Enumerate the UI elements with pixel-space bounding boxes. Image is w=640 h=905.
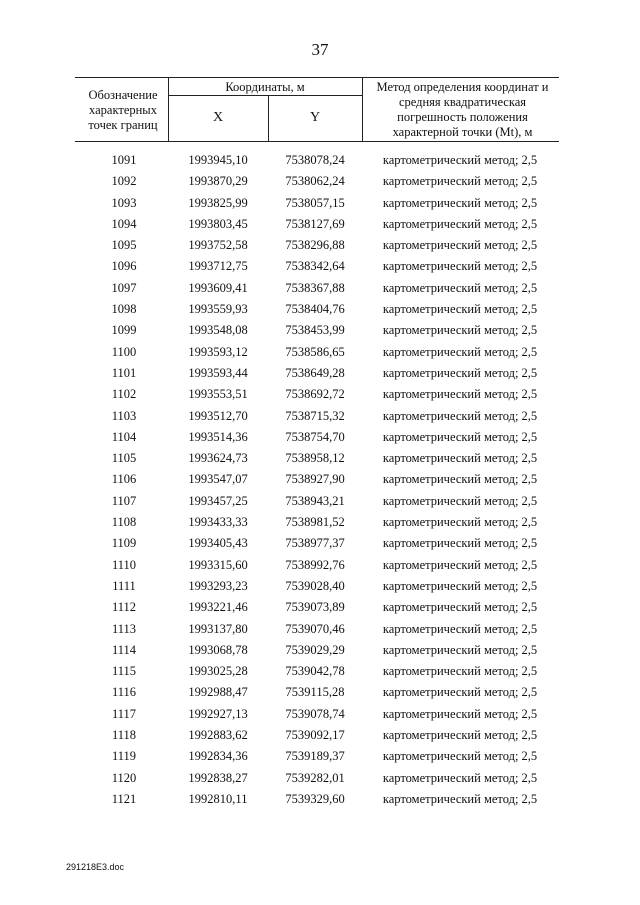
coord-y: 7538943,21	[285, 493, 345, 508]
coord-x: 1993624,73	[188, 451, 248, 466]
table-row	[0, 576, 640, 597]
table-row	[0, 278, 640, 299]
coord-x: 1993752,58	[188, 238, 248, 253]
coord-x: 1993514,36	[188, 429, 248, 444]
method-cell: картометрический метод; 2,5	[382, 323, 538, 338]
coord-y: 7538404,76	[285, 302, 345, 317]
point-number: 1096	[111, 259, 137, 274]
coord-x: 1993457,25	[188, 493, 248, 508]
point-number: 1110	[111, 557, 137, 572]
table-row	[0, 235, 640, 256]
point-number: 1111	[112, 578, 136, 593]
table-row	[0, 768, 640, 789]
coord-y: 7538062,24	[285, 174, 345, 189]
coord-y: 7539042,78	[285, 664, 345, 679]
header-bottom-rule	[75, 141, 559, 142]
table-row	[0, 193, 640, 214]
coord-x: 1993609,41	[188, 280, 248, 295]
method-cell: картометрический метод; 2,5	[382, 621, 538, 636]
method-cell: картометрический метод; 2,5	[382, 344, 538, 359]
method-cell: картометрический метод; 2,5	[382, 408, 538, 423]
method-cell: картометрический метод; 2,5	[382, 536, 538, 551]
coord-y: 7538342,64	[285, 259, 345, 274]
coord-x: 1993512,70	[188, 408, 248, 423]
method-cell: картометрический метод; 2,5	[382, 216, 538, 231]
table-row	[0, 384, 640, 405]
point-number: 1116	[111, 685, 137, 700]
coord-x: 1993945,10	[188, 153, 248, 167]
point-number: 1100	[111, 344, 137, 359]
point-number: 1115	[111, 664, 137, 679]
table-row	[0, 789, 640, 810]
method-cell: картометрический метод; 2,5	[382, 493, 538, 508]
header-y: Y	[309, 110, 321, 125]
method-cell: картометрический метод; 2,5	[382, 472, 538, 487]
table-row	[0, 682, 640, 703]
method-cell: картометрический метод; 2,5	[382, 706, 538, 721]
page-number: 37	[311, 40, 329, 59]
coord-y: 7539078,74	[285, 706, 345, 721]
point-number: 1108	[111, 515, 137, 530]
coord-y: 7539070,46	[285, 621, 345, 636]
method-cell: картометрический метод; 2,5	[382, 195, 538, 210]
table-row	[0, 597, 640, 618]
method-cell: картометрический метод; 2,5	[382, 429, 538, 444]
coord-x: 1993068,78	[188, 642, 248, 657]
coord-y: 7538057,15	[285, 195, 345, 210]
footer-filename: 291218E3.doc	[66, 862, 125, 872]
coord-y: 7538977,37	[285, 536, 345, 551]
coord-x: 1993593,44	[188, 365, 248, 380]
point-number: 1102	[111, 387, 137, 402]
coord-x: 1992834,36	[188, 749, 248, 764]
table-row	[0, 256, 640, 277]
method-cell: картометрический метод; 2,5	[382, 600, 538, 615]
table-row	[0, 661, 640, 682]
point-number: 1101	[111, 365, 137, 380]
header-designation: Обозначение характерных точек границ	[88, 88, 158, 132]
point-number: 1119	[111, 749, 137, 764]
coord-x: 1993559,93	[188, 302, 248, 317]
coord-x: 1993293,23	[188, 578, 248, 593]
coord-x: 1992988,47	[188, 685, 248, 700]
method-cell: картометрический метод; 2,5	[382, 791, 538, 806]
coord-y: 7538958,12	[285, 451, 345, 466]
coord-y: 7538981,52	[285, 515, 345, 530]
table-row	[0, 533, 640, 554]
method-cell: картометрический метод; 2,5	[382, 557, 538, 572]
point-number: 1118	[111, 728, 137, 743]
coord-y: 7538715,32	[285, 408, 345, 423]
coord-x: 1993405,43	[188, 536, 248, 551]
method-cell: картометрический метод; 2,5	[382, 451, 538, 466]
table-row	[0, 491, 640, 512]
method-cell: картометрический метод; 2,5	[382, 259, 538, 274]
table-row	[0, 704, 640, 725]
coord-y: 7538692,72	[285, 387, 345, 402]
point-number: 1109	[111, 536, 137, 551]
coord-y: 7539189,37	[285, 749, 345, 764]
method-cell: картометрический метод; 2,5	[382, 749, 538, 764]
point-number: 1097	[111, 280, 137, 295]
coord-y: 7539282,01	[285, 770, 345, 785]
coord-x: 1993137,80	[188, 621, 248, 636]
table-row	[0, 214, 640, 235]
point-number: 1107	[111, 493, 137, 508]
method-cell: картометрический метод; 2,5	[382, 387, 538, 402]
method-cell: картометрический метод; 2,5	[382, 664, 538, 679]
table-row	[0, 725, 640, 746]
point-number: 1104	[111, 429, 137, 444]
method-cell: картометрический метод; 2,5	[382, 238, 538, 253]
coord-y: 7538367,88	[285, 280, 345, 295]
table-row	[0, 640, 640, 661]
point-number: 1120	[111, 770, 137, 785]
method-cell: картометрический метод; 2,5	[382, 578, 538, 593]
header-method: Метод определения координат и средняя квадратическая погрешность положения характерной точки (Mt), м	[376, 80, 549, 139]
coord-x: 1993315,60	[188, 557, 248, 572]
coord-y: 7539115,28	[285, 685, 345, 700]
point-number: 1106	[111, 472, 137, 487]
method-cell: картометрический метод; 2,5	[382, 515, 538, 530]
method-cell: картометрический метод; 2,5	[382, 174, 538, 189]
coord-y: 7539329,60	[285, 791, 345, 806]
coord-x: 1993025,28	[188, 664, 248, 679]
coord-y: 7539029,29	[285, 642, 345, 657]
coord-y: 7538992,76	[285, 557, 345, 572]
coord-x: 1993825,99	[188, 195, 248, 210]
coord-y: 7538927,90	[285, 472, 345, 487]
method-cell: картометрический метод; 2,5	[382, 770, 538, 785]
table-row	[0, 150, 640, 171]
coord-y: 7539092,17	[285, 728, 345, 743]
coord-y: 7539028,40	[285, 578, 345, 593]
point-number: 1091	[111, 153, 137, 167]
table-row	[0, 299, 640, 320]
method-cell: картометрический метод; 2,5	[382, 728, 538, 743]
method-cell: картометрический метод; 2,5	[382, 280, 538, 295]
point-number: 1112	[111, 600, 137, 615]
point-number: 1103	[111, 408, 137, 423]
coord-x: 1993433,33	[188, 515, 248, 530]
coord-x: 1992810,11	[188, 791, 248, 806]
table-row	[0, 448, 640, 469]
coord-x: 1993221,46	[188, 600, 248, 615]
point-number: 1113	[111, 621, 137, 636]
point-number: 1092	[111, 174, 137, 189]
point-number: 1114	[111, 642, 137, 657]
point-number: 1095	[111, 238, 137, 253]
table-row	[0, 320, 640, 341]
coord-x: 1993548,08	[188, 323, 248, 338]
coord-y: 7538296,88	[285, 238, 345, 253]
header-top-rule	[75, 77, 559, 78]
table-row	[0, 171, 640, 192]
table-row	[0, 469, 640, 490]
coord-y: 7538453,99	[285, 323, 345, 338]
header-coordinates: Координаты, м	[225, 80, 305, 94]
header-x: X	[212, 110, 224, 125]
table-row	[0, 555, 640, 576]
method-cell: картометрический метод; 2,5	[382, 642, 538, 657]
coord-y: 7538649,28	[285, 365, 345, 380]
method-cell: картометрический метод; 2,5	[382, 153, 538, 167]
table-body	[0, 150, 640, 810]
table-row	[0, 363, 640, 384]
table-row	[0, 619, 640, 640]
point-number: 1105	[111, 451, 137, 466]
point-number: 1121	[111, 791, 137, 806]
coord-y: 7538127,69	[285, 216, 345, 231]
table-row	[0, 427, 640, 448]
col-divider-3	[362, 77, 363, 142]
point-number: 1094	[111, 216, 137, 231]
coord-x: 1993803,45	[188, 216, 248, 231]
method-cell: картометрический метод; 2,5	[382, 685, 538, 700]
coord-y: 7539073,89	[285, 600, 345, 615]
table-row	[0, 512, 640, 533]
coord-x: 1993553,51	[188, 387, 248, 402]
table-row	[0, 406, 640, 427]
coord-x: 1993547,07	[188, 472, 248, 487]
coord-y: 7538078,24	[285, 153, 345, 167]
coord-x: 1993712,75	[188, 259, 248, 274]
coord-x: 1993593,12	[188, 344, 248, 359]
table-row	[0, 746, 640, 767]
point-number: 1099	[111, 323, 137, 338]
coord-x: 1993870,29	[188, 174, 248, 189]
method-cell: картометрический метод; 2,5	[382, 302, 538, 317]
method-cell: картометрический метод; 2,5	[382, 365, 538, 380]
coord-x: 1992838,27	[188, 770, 248, 785]
coord-y: 7538586,65	[285, 344, 345, 359]
point-number: 1093	[111, 195, 137, 210]
coords-divider-rule	[168, 95, 362, 96]
table-row	[0, 342, 640, 363]
point-number: 1117	[111, 706, 137, 721]
coord-y: 7538754,70	[285, 429, 345, 444]
coord-x: 1992927,13	[188, 706, 248, 721]
point-number: 1098	[111, 302, 137, 317]
coord-x: 1992883,62	[188, 728, 248, 743]
